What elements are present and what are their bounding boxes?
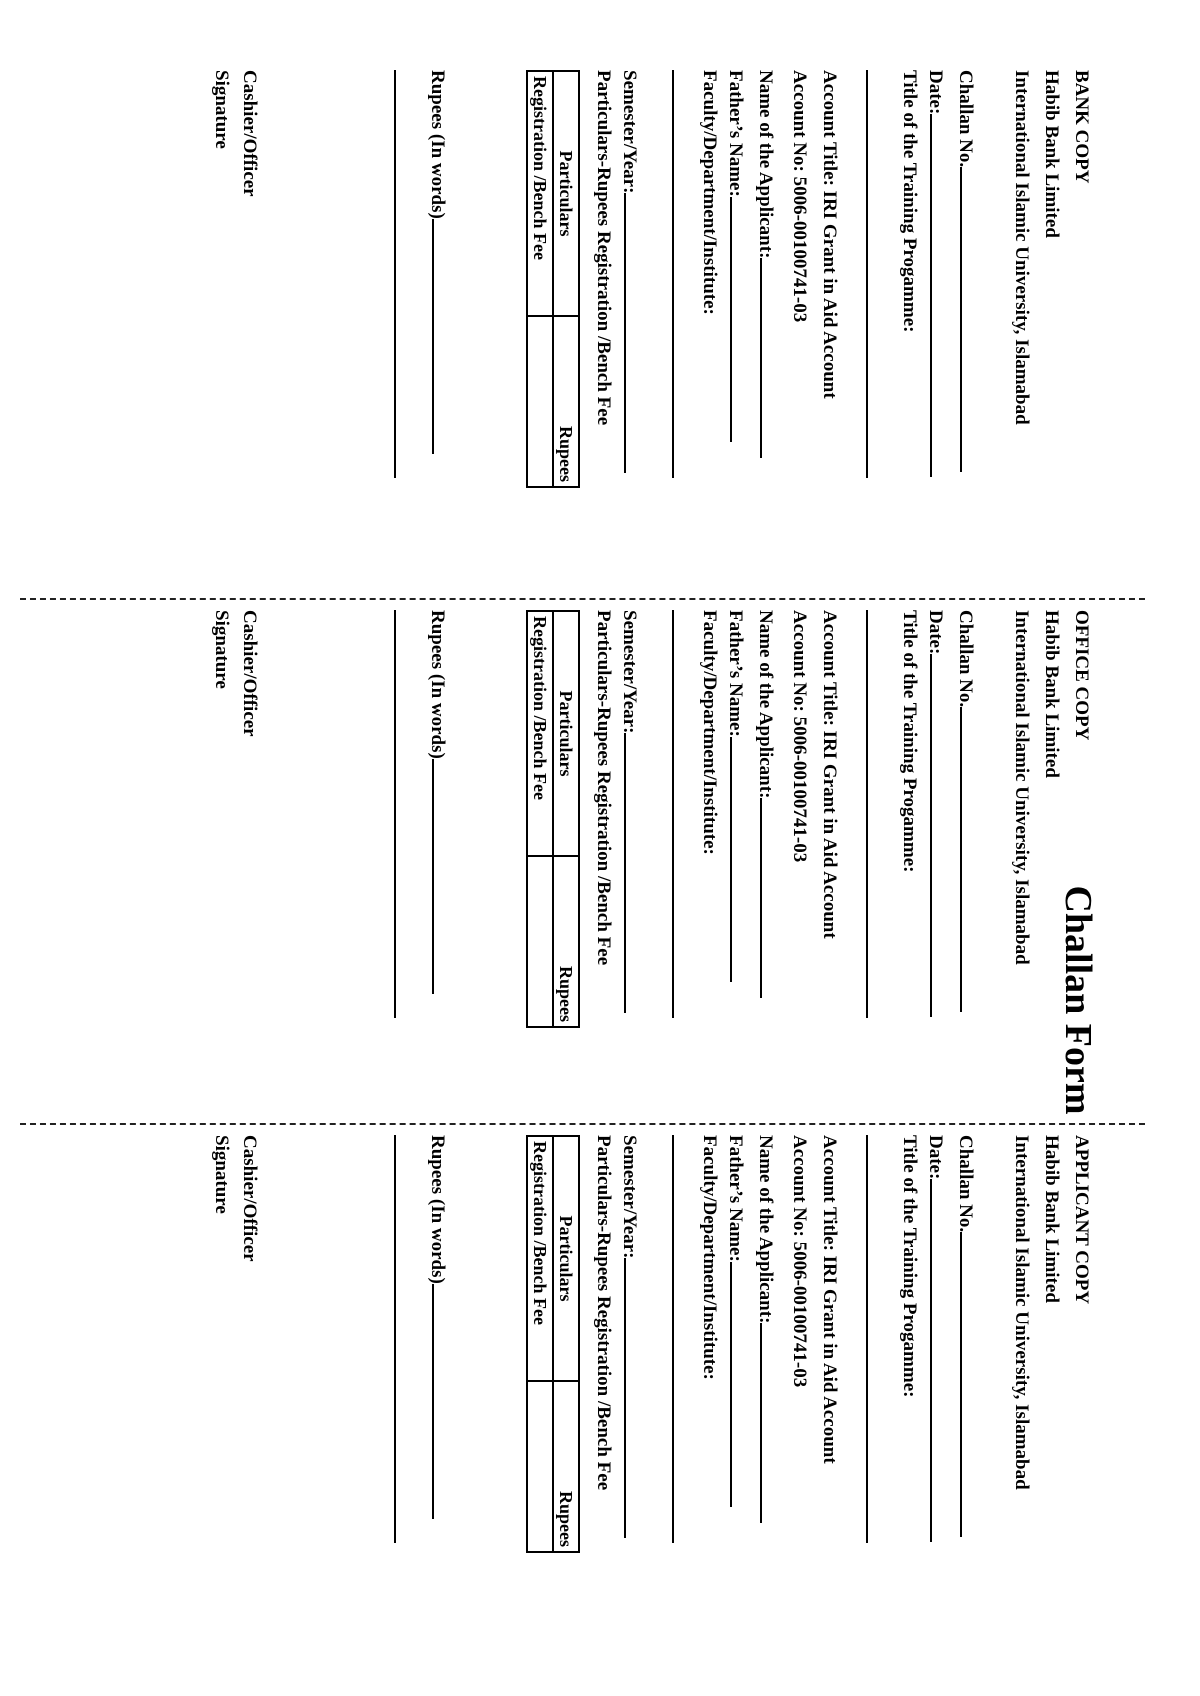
cashier-label: Cashier/Officer [239,70,260,197]
father-input[interactable] [730,1262,750,1507]
challan-no-field [954,610,980,1030]
date-input[interactable] [930,114,950,477]
rupees-column-header: Rupees [553,1381,579,1552]
applicant-label: Name of the Applicant: [755,610,776,799]
rupees-words-input[interactable] [432,759,452,994]
father-label: Father’s Name: [725,610,746,737]
challan-no-field [954,1135,980,1555]
date-field [924,610,950,1030]
cashier-label: Cashier/Officer [239,610,260,737]
rupees-words-input-continued[interactable] [394,70,396,478]
rupees-words-input[interactable] [432,1284,452,1519]
table-row [527,611,553,1027]
account-title: Account Title: IRI Grant in Aid Account [819,610,840,939]
challan-no-label: Challan No. [955,70,976,168]
rupees-words-input-continued[interactable] [394,1135,396,1543]
fee-amount-cell[interactable] [527,856,553,1027]
applicant-input[interactable] [760,258,780,458]
date-label: Date: [925,70,946,115]
applicant-input[interactable] [760,1323,780,1523]
programme-input[interactable] [866,1135,868,1543]
particulars-column-header: Particulars [553,1136,579,1381]
semester-label: Semester/Year: [619,610,640,734]
date-field [924,1135,950,1555]
applicant-label: Name of the Applicant: [755,1135,776,1324]
father-field [724,70,750,490]
faculty-label: Faculty/Department/Institute: [699,70,720,315]
copy-label: BANK COPY [1071,70,1092,184]
particulars-heading: Particulars-Rupees Registration /Bench Fee [593,1135,614,1491]
table-row [527,1136,553,1552]
date-input[interactable] [930,1179,950,1542]
particulars-heading: Particulars-Rupees Registration /Bench Fee [593,610,614,966]
faculty-input[interactable] [672,1135,674,1543]
programme-label: Title of the Training Progamme: [899,610,920,873]
branch-name: International Islamic University, Islamabad [1011,610,1032,965]
signature-label: Signature [211,610,232,689]
challan-no-input[interactable] [960,707,980,1012]
applicant-field [754,610,780,1030]
rupees-words-input[interactable] [432,219,452,454]
rupees-words-label: Rupees (In words) [427,1135,448,1284]
fee-table [526,1135,580,1553]
rupees-column-header: Rupees [553,856,579,1027]
faculty-label: Faculty/Department/Institute: [699,1135,720,1380]
father-label: Father’s Name: [725,70,746,197]
father-label: Father’s Name: [725,1135,746,1262]
fee-amount-cell[interactable] [527,316,553,487]
branch-name: International Islamic University, Islamabad [1011,70,1032,425]
signature-label: Signature [211,1135,232,1214]
table-header-row [553,1136,579,1552]
challan-no-label: Challan No. [955,610,976,708]
fee-item-cell: Registration /Bench Fee [527,1136,553,1381]
challan-no-input[interactable] [960,167,980,472]
account-number: Account No: 5006-00100741-03 [789,70,810,323]
faculty-input[interactable] [672,70,674,478]
rupees-words-label: Rupees (In words) [427,610,448,759]
copy-label: APPLICANT COPY [1071,1135,1092,1305]
fee-table [526,610,580,1028]
date-input[interactable] [930,654,950,1017]
challan-no-input[interactable] [960,1232,980,1537]
bank-name: Habib Bank Limited [1041,70,1062,238]
fee-amount-cell[interactable] [527,1381,553,1552]
fee-table [526,70,580,488]
account-title: Account Title: IRI Grant in Aid Account [819,70,840,399]
applicant-label: Name of the Applicant: [755,70,776,259]
fee-item-cell: Registration /Bench Fee [527,611,553,856]
semester-input[interactable] [624,733,644,1013]
rupees-words-field [426,1135,452,1555]
rupees-words-field [426,70,452,490]
cashier-label: Cashier/Officer [239,1135,260,1262]
programme-input[interactable] [866,610,868,1018]
form-title: Challan Form [1057,885,1099,1115]
account-title: Account Title: IRI Grant in Aid Account [819,1135,840,1464]
programme-label: Title of the Training Progamme: [899,70,920,333]
faculty-label: Faculty/Department/Institute: [699,610,720,855]
challan-copy-2 [52,610,1092,1030]
particulars-column-header: Particulars [553,611,579,856]
date-label: Date: [925,1135,946,1180]
rupees-words-input-continued[interactable] [394,610,396,1018]
particulars-heading: Particulars-Rupees Registration /Bench Fee [593,70,614,426]
signature-label: Signature [211,70,232,149]
challan-copy-1 [52,70,1092,490]
bank-name: Habib Bank Limited [1041,1135,1062,1303]
semester-input[interactable] [624,193,644,473]
semester-input[interactable] [624,1258,644,1538]
rupees-words-field [426,610,452,1030]
father-input[interactable] [730,197,750,442]
challan-no-field [954,70,980,490]
programme-input[interactable] [866,70,868,478]
faculty-input[interactable] [672,610,674,1018]
programme-label: Title of the Training Progamme: [899,1135,920,1398]
applicant-field [754,70,780,490]
rupees-words-label: Rupees (In words) [427,70,448,219]
account-number: Account No: 5006-00100741-03 [789,610,810,863]
father-input[interactable] [730,737,750,982]
semester-label: Semester/Year: [619,1135,640,1259]
table-header-row [553,611,579,1027]
father-field [724,1135,750,1555]
date-label: Date: [925,610,946,655]
branch-name: International Islamic University, Islamabad [1011,1135,1032,1490]
cut-line [20,1123,1145,1125]
date-field [924,70,950,490]
bank-name: Habib Bank Limited [1041,610,1062,778]
table-header-row [553,71,579,487]
cut-line [20,598,1145,600]
applicant-field [754,1135,780,1555]
account-number: Account No: 5006-00100741-03 [789,1135,810,1388]
applicant-input[interactable] [760,798,780,998]
challan-no-label: Challan No. [955,1135,976,1233]
copy-label: OFFICE COPY [1071,610,1092,741]
semester-label: Semester/Year: [619,70,640,194]
particulars-column-header: Particulars [553,71,579,316]
semester-field [618,610,644,1030]
semester-field [618,70,644,490]
fee-item-cell: Registration /Bench Fee [527,71,553,316]
rupees-column-header: Rupees [553,316,579,487]
semester-field [618,1135,644,1555]
father-field [724,610,750,1030]
table-row [527,71,553,487]
challan-copy-3 [52,1135,1092,1555]
